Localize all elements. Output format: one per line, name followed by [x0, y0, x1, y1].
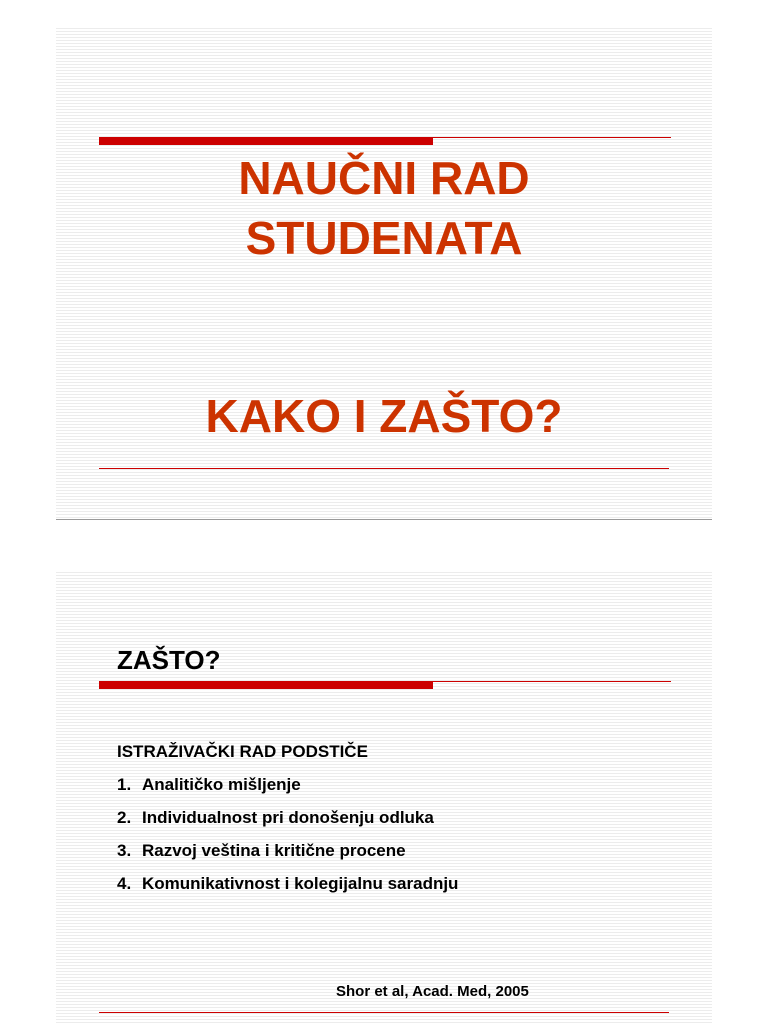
list-item-number: 1. — [117, 775, 132, 794]
list-item-text: Komunikativnost i kolegijalnu saradnju — [142, 874, 459, 893]
content-slide — [56, 570, 712, 1024]
list-item-text: Analitičko mišljenje — [142, 775, 301, 794]
list-item — [117, 873, 458, 895]
list-item-text: Individualnost pri donošenju odluka — [142, 808, 434, 827]
list-item-number: 2. — [117, 808, 132, 827]
title-slide — [56, 26, 712, 520]
slide-heading: ZAŠTO? — [117, 645, 221, 675]
list-item — [117, 774, 301, 796]
heading-rule-line — [433, 681, 671, 682]
heading-accent-bar — [99, 681, 433, 689]
bottom-rule-line — [99, 468, 669, 469]
slide-title-line-1: NAUČNI RAD — [238, 152, 530, 204]
top-rule-line — [433, 137, 671, 138]
list-item-number: 3. — [117, 841, 132, 860]
slide-subtitle: KAKO I ZAŠTO? — [205, 390, 563, 442]
list-item-text: Razvoj veština i kritične procene — [142, 841, 406, 860]
list-item — [117, 840, 406, 862]
list-item — [117, 807, 434, 829]
slide-title-line-2: STUDENATA — [245, 212, 523, 264]
citation-text: Shor et al, Acad. Med, 2005 — [336, 983, 529, 1000]
list-item-number: 4. — [117, 874, 132, 893]
bottom-rule-line — [99, 1012, 669, 1013]
top-accent-bar — [99, 137, 433, 145]
intro-text: ISTRAŽIVAČKI RAD PODSTIČE — [117, 742, 368, 761]
